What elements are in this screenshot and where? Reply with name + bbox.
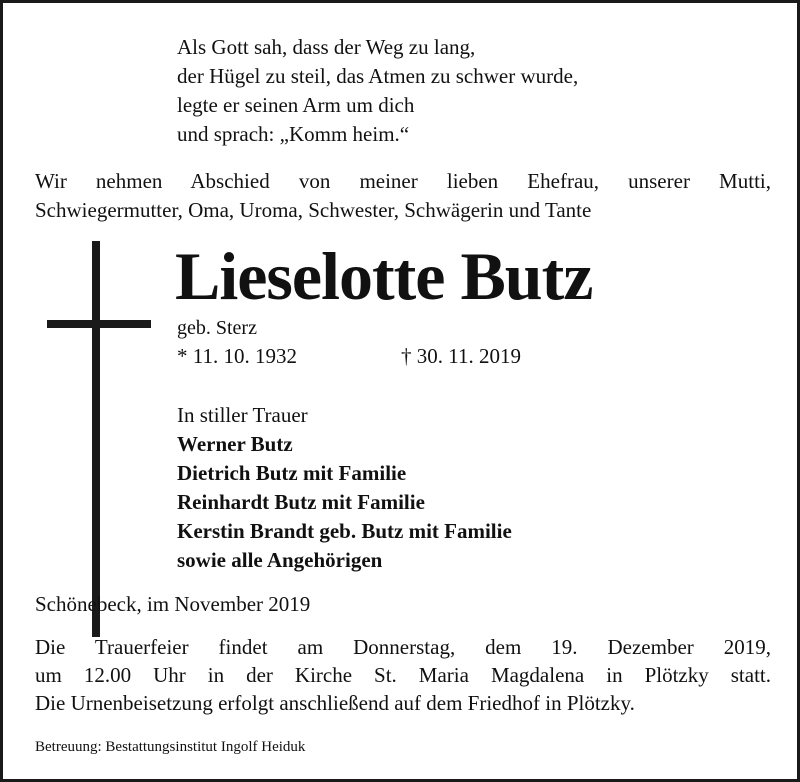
mourner-name: Werner Butz — [177, 432, 293, 456]
funeral-info — [35, 633, 771, 717]
farewell-intro-line: Schwiegermutter, Oma, Uroma, Schwester, Schwägerin und Tante — [35, 198, 592, 222]
death-date: † 30. 11. 2019 — [401, 344, 521, 368]
life-dates — [177, 342, 521, 370]
mourner-name: Kerstin Brandt geb. Butz mit Familie — [177, 519, 512, 543]
cross-horizontal-beam — [47, 320, 151, 328]
birth-date: * 11. 10. 1932 — [177, 344, 297, 368]
cross-icon — [47, 241, 151, 637]
mourners-list — [177, 401, 512, 575]
mourner-name: sowie alle Angehörigen — [177, 548, 383, 572]
funeral-info-line: um 12.00 Uhr in der Kirche St. Maria Magdalena in Plötzky statt. — [35, 663, 771, 687]
deceased-name: Lieselotte Butz — [175, 238, 593, 314]
place-date: Schönebeck, im November 2019 — [35, 592, 311, 616]
poem-line: und sprach: „Komm heim.“ — [177, 122, 410, 146]
mourner-name: Dietrich Butz mit Familie — [177, 461, 407, 485]
birth-name: geb. Sterz — [177, 317, 257, 339]
poem — [177, 33, 578, 149]
mourner-name: Reinhardt Butz mit Familie — [177, 490, 425, 514]
poem-line: legte er seinen Arm um dich — [177, 93, 415, 117]
farewell-intro-line: Wir nehmen Abschied von meiner lieben Ehefrau, unserer Mutti, — [35, 169, 771, 193]
funeral-director-credit: Betreuung: Bestattungsinstitut Ingolf Heiduk — [35, 739, 306, 755]
mourning-intro: In stiller Trauer — [177, 403, 308, 427]
farewell-intro — [35, 167, 771, 225]
poem-line: Als Gott sah, dass der Weg zu lang, — [177, 35, 476, 59]
poem-line: der Hügel zu steil, das Atmen zu schwer wurde, — [177, 64, 579, 88]
cross-vertical-beam — [92, 241, 100, 637]
funeral-info-line: Die Trauerfeier findet am Donnerstag, dem 19. Dezember 2019, — [35, 635, 771, 659]
funeral-info-line: Die Urnenbeisetzung erfolgt anschließend auf dem Friedhof in Plötzky. — [35, 691, 635, 715]
